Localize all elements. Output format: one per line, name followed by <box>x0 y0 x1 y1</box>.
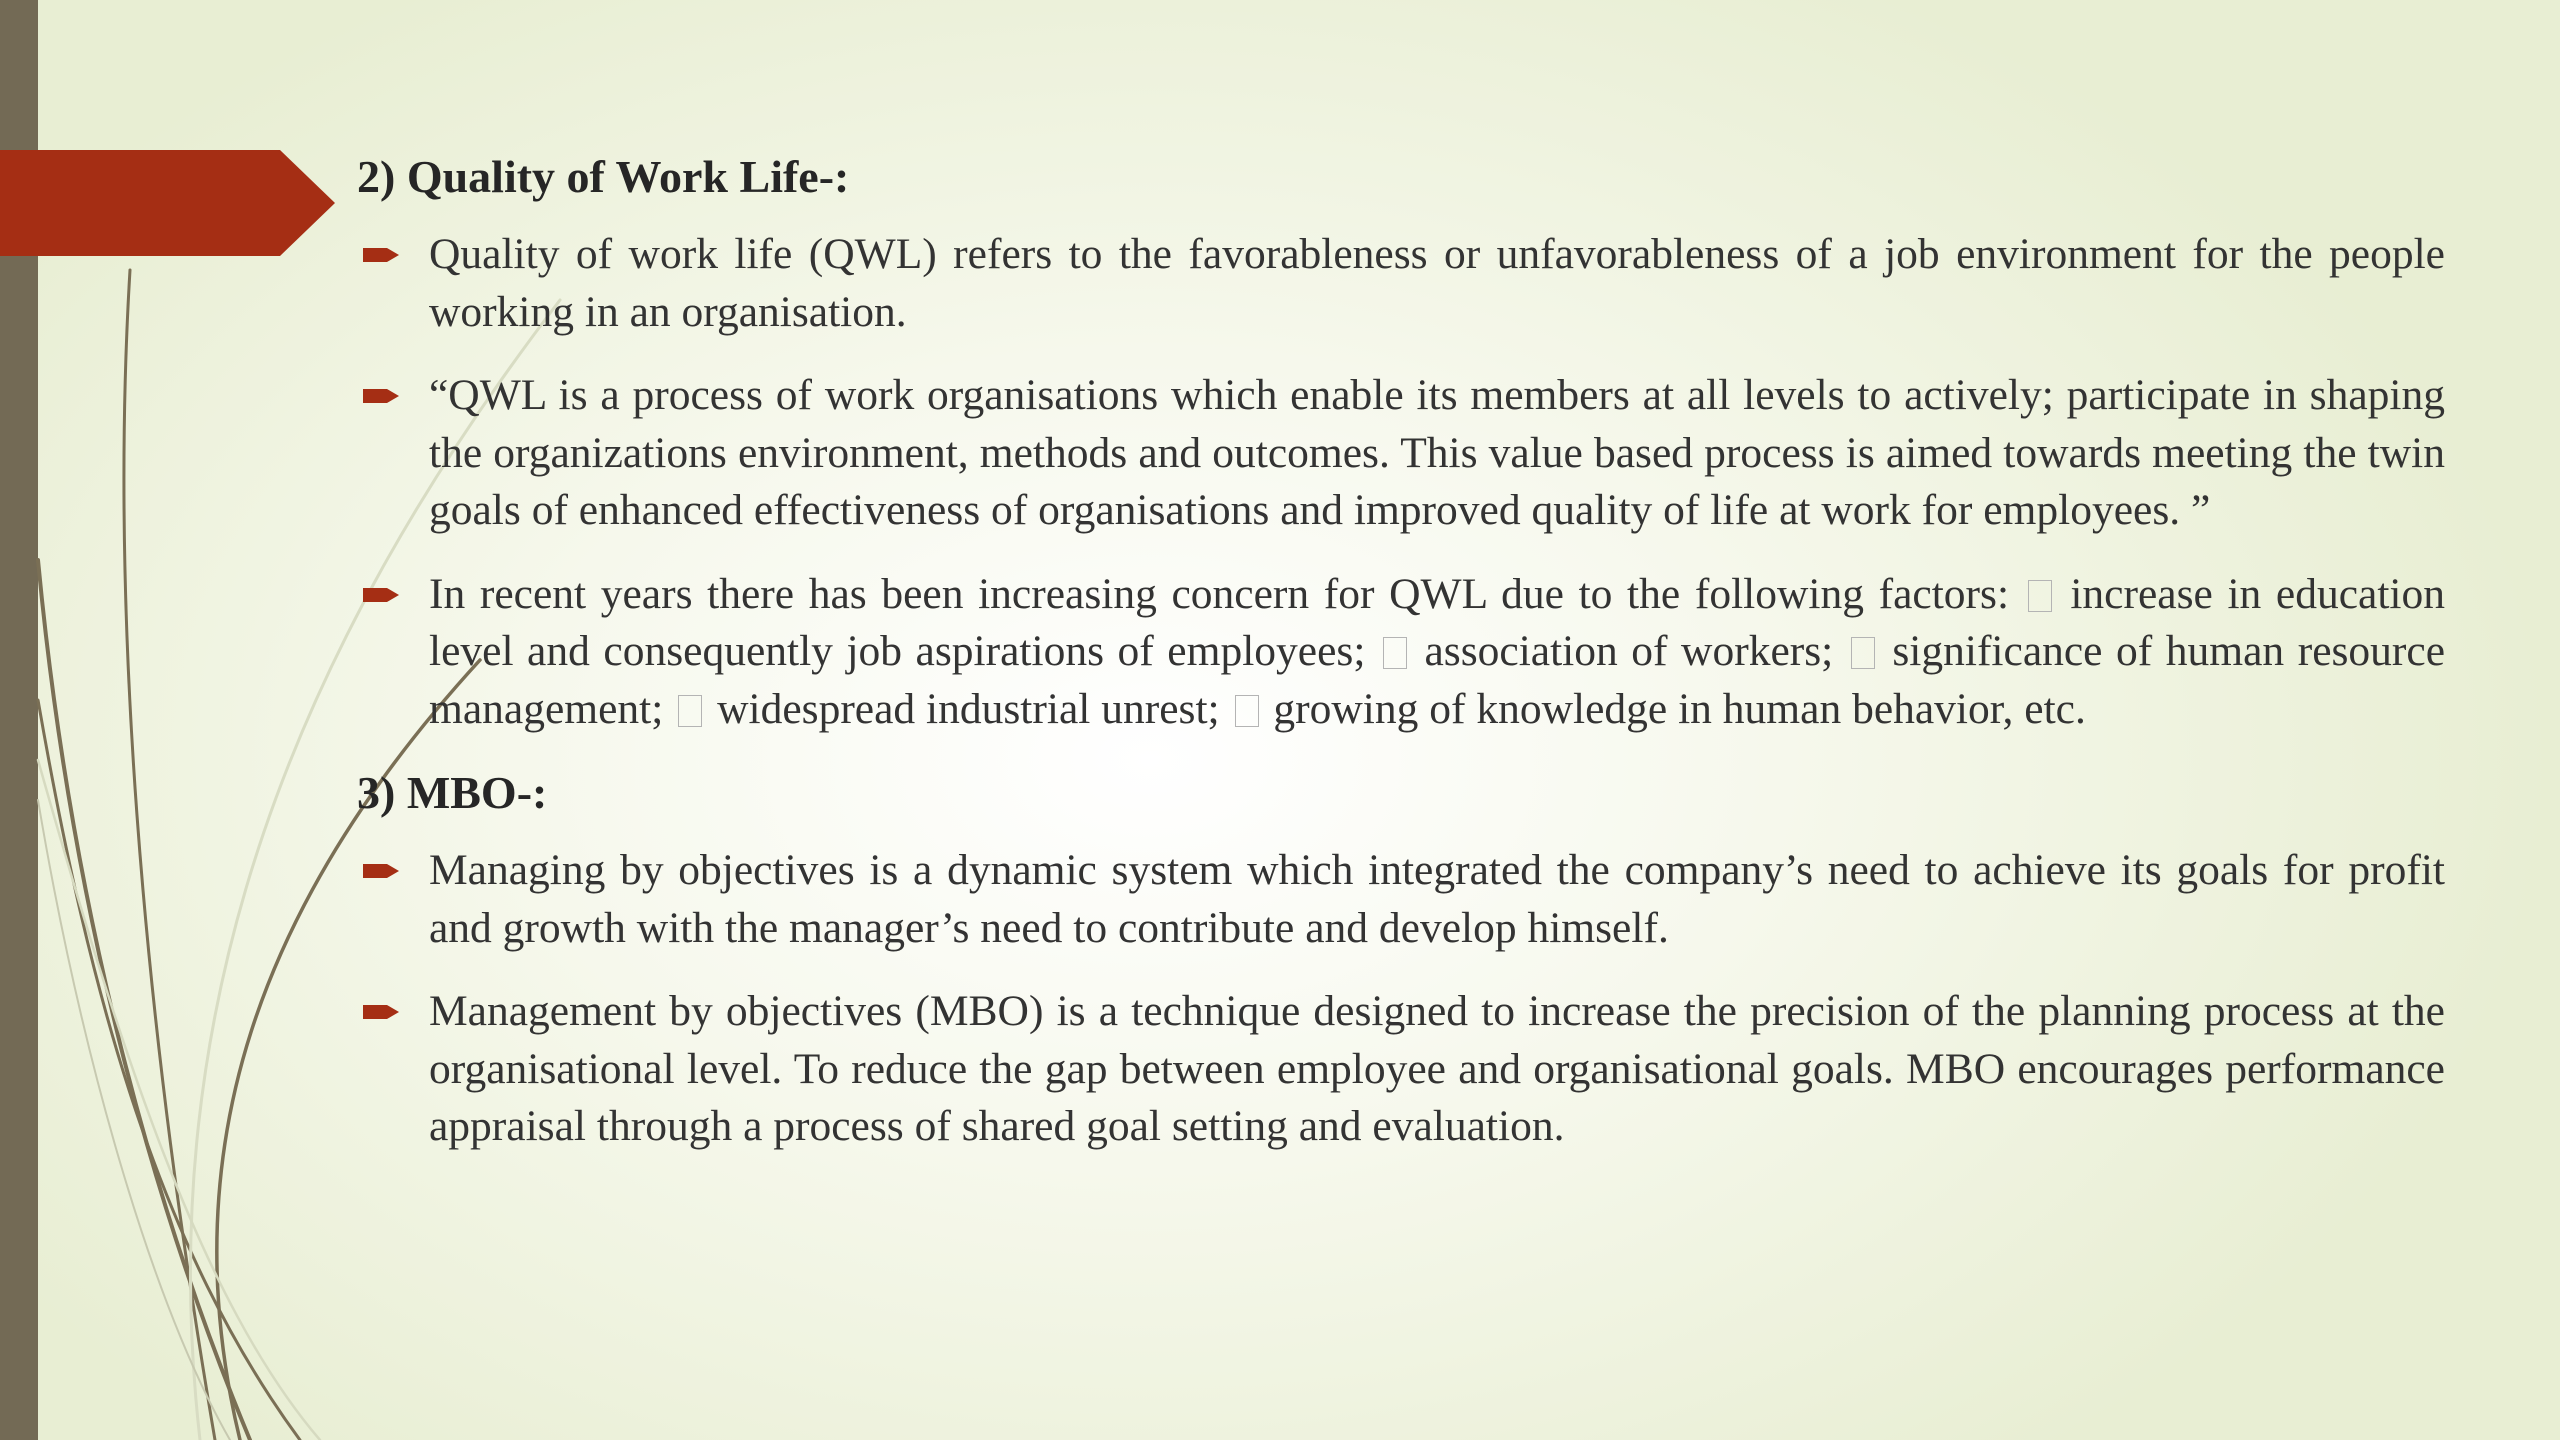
bullet-item <box>357 226 2445 341</box>
arrow-bullet-icon <box>363 386 399 406</box>
bullet-item <box>357 983 2445 1156</box>
section-heading-qwl: 2) Quality of Work Life-: <box>357 151 850 202</box>
arrow-bullet-icon <box>363 585 399 605</box>
missing-glyph-box <box>678 695 702 727</box>
bullet-item <box>357 842 2445 957</box>
arrow-bullet-icon <box>363 861 399 881</box>
factor-item: increase in education level and consequently job aspirations of employees; <box>429 569 2446 675</box>
bullet-item-factors <box>357 566 2445 739</box>
slide-content <box>357 148 2445 1182</box>
missing-glyph-box <box>1851 637 1875 669</box>
missing-glyph-box <box>1235 695 1259 727</box>
factor-item: association of workers; <box>1424 627 1834 675</box>
bullet-item <box>357 367 2445 540</box>
factor-item: widespread industrial unrest; <box>717 684 1220 733</box>
arrow-bullet-icon <box>363 245 399 265</box>
factor-item: growing of knowledge in human behavior, etc. <box>1273 684 2086 733</box>
section-heading-mbo: 3) MBO-: <box>357 767 548 818</box>
bullet-text: Quality of work life (QWL) refers to the favorableness or unfavorableness of a job environment for the people working in an organisation. <box>429 230 2445 336</box>
bullet-text: Managing by objectives is a dynamic system which integrated the company’s need to achieve its goals for profit and growth with the manager’s need to contribute and develop himself. <box>429 846 2445 952</box>
missing-glyph-box <box>2028 580 2052 612</box>
bullet-text: “QWL is a process of work organisations which enable its members at all levels to actively; participate in shaping the organizations environment, methods and outcomes. This value based process is aimed towards meeting the twin goals of enhanced effectiveness of organisations and improved quality of life at work for employees. ” <box>429 371 2445 534</box>
factor-item: significance of human resource management; <box>429 627 2446 733</box>
bullet-text: Management by objectives (MBO) is a technique designed to increase the precision of the planning process at the organisational level. To reduce the gap between employee and organisational goals. MBO encourages performance appraisal through a process of shared goal setting and evaluation. <box>429 987 2445 1150</box>
missing-glyph-box <box>1383 637 1407 669</box>
arrow-bullet-icon <box>363 1002 399 1022</box>
factors-intro: In recent years there has been increasing concern for QWL due to the following factors: <box>429 569 2010 618</box>
red-arrow-banner <box>0 150 335 256</box>
